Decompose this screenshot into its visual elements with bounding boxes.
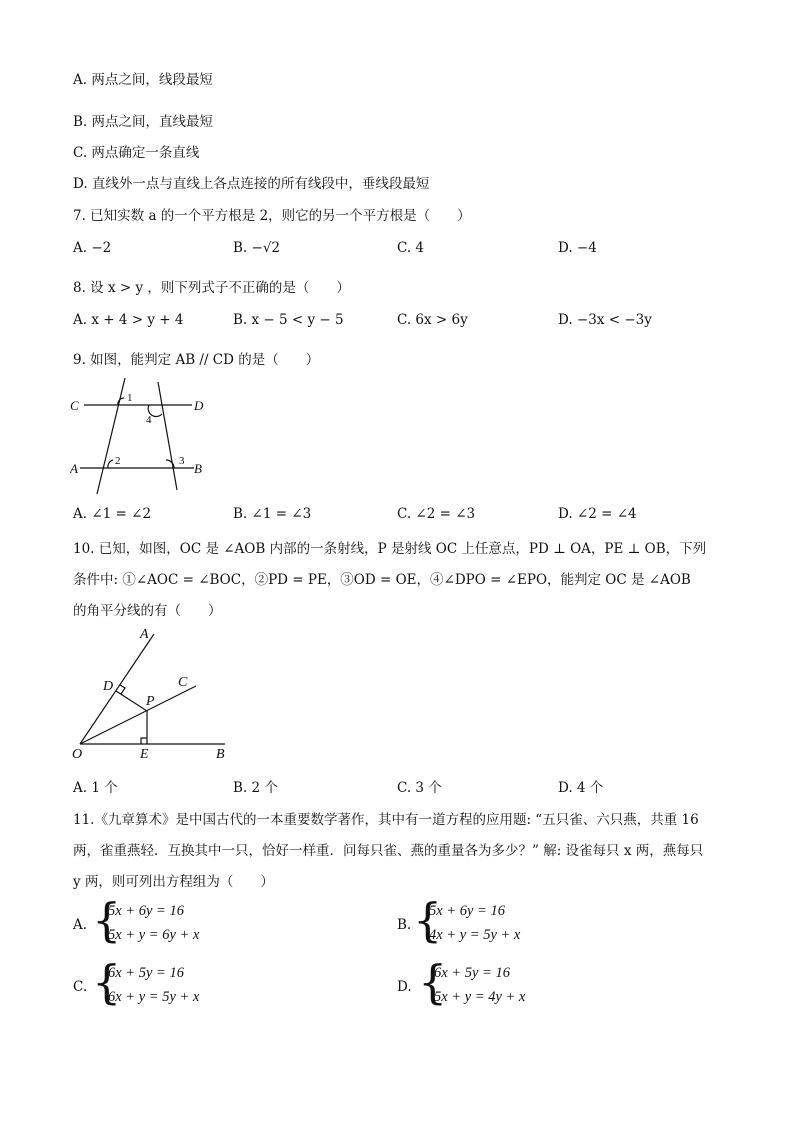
equation-2: 4x + y = 5y + x — [429, 927, 521, 943]
label-c: C — [178, 675, 188, 690]
q10-option-c: C. 3 个 — [397, 780, 442, 796]
label-4: 4 — [146, 414, 152, 426]
equation-2: 5x + y = 4y + x — [434, 989, 526, 1005]
label-a: A — [70, 461, 78, 476]
q11-option-c-label: C. — [73, 979, 88, 995]
q7-option-d: D. −4 — [558, 240, 597, 256]
equation-1: 6x + 5y = 16 — [434, 965, 510, 981]
q6-option-b: B. 两点之间，直线最短 — [73, 114, 214, 130]
brace: { — [418, 955, 448, 1009]
q9-option-c: C. ∠2 = ∠3 — [397, 506, 476, 522]
q8-option-b: B. x − 5 < y − 5 — [233, 312, 344, 328]
label-e: E — [140, 747, 149, 762]
label-d: D — [194, 398, 204, 413]
angle-2-arc — [108, 460, 113, 468]
equation-2: 6x + y = 5y + x — [108, 989, 200, 1005]
q9-option-a: A. ∠1 = ∠2 — [73, 506, 152, 522]
q10-figure — [70, 624, 240, 764]
equation-2: 5x + y = 6y + x — [108, 927, 200, 943]
equation-1: 5x + 6y = 16 — [429, 903, 505, 919]
q8-option-c: C. 6x > 6y — [397, 312, 468, 328]
label-o: O — [72, 747, 83, 762]
q6-option-c: C. 两点确定一条直线 — [73, 145, 200, 161]
transversal-right — [158, 382, 177, 490]
q9-option-b: B. ∠1 = ∠3 — [233, 506, 312, 522]
label-2: 2 — [115, 455, 121, 467]
brace: { — [413, 893, 443, 947]
label-c: C — [70, 398, 79, 413]
q10-stem-line3: 的角平分线的有（ ） — [73, 603, 222, 619]
q7-option-b: B. −√2 — [233, 240, 281, 256]
q11-option-c-system — [92, 955, 292, 1011]
ray-oa — [80, 634, 154, 744]
brace: { — [92, 955, 122, 1009]
label-b: B — [216, 747, 225, 762]
q11-option-d-system — [418, 955, 618, 1011]
right-angle-e — [141, 738, 147, 744]
q10-option-b: B. 2 个 — [233, 780, 278, 796]
q11-option-b-label: B. — [397, 917, 412, 933]
q11-stem-line3: y 两，则可列出方程组为（ ） — [73, 874, 274, 890]
q11-option-b-system — [413, 893, 613, 949]
q7-stem: 7. 已知实数 a 的一个平方根是 2，则它的另一个平方根是（ ） — [73, 208, 471, 224]
transversal-left — [97, 378, 125, 494]
equation-1: 6x + 5y = 16 — [108, 965, 184, 981]
q10-option-a: A. 1 个 — [73, 780, 118, 796]
segment-pd — [116, 691, 147, 711]
q11-option-d-label: D. — [397, 979, 412, 995]
q11-option-a-label: A. — [73, 917, 88, 933]
q6-option-d: D. 直线外一点与直线上各点连接的所有线段中，垂线段最短 — [73, 176, 430, 192]
right-angle-d — [120, 685, 125, 694]
label-1: 1 — [127, 392, 133, 404]
q7-option-c: C. 4 — [397, 240, 425, 256]
label-d: D — [103, 679, 114, 694]
label-p: P — [146, 694, 155, 709]
brace: { — [92, 893, 122, 947]
q10-stem-line2: 条件中: ①∠AOC = ∠BOC，②PD = PE，③OD = OE，④∠DPO = ∠EPO，能判定 OC 是 ∠AOB — [73, 572, 691, 588]
q8-option-a: A. x + 4 > y + 4 — [73, 312, 184, 328]
q9-stem: 9. 如图，能判定 AB // CD 的是（ ） — [73, 352, 320, 368]
ray-oc — [80, 686, 196, 744]
q10-option-d: D. 4 个 — [558, 780, 604, 796]
label-a: A — [140, 627, 149, 642]
q11-stem-line2: 两，雀重燕轻．互换其中一只，恰好一样重．问每只雀、燕的重量各为多少？” 解: 设雀每只 x 两，燕每只 — [73, 843, 704, 859]
q8-option-d: D. −3x < −3y — [558, 312, 652, 328]
equation-1: 5x + 6y = 16 — [108, 903, 184, 919]
q11-option-a-system — [92, 893, 292, 949]
q8-stem: 8. 设 x > y ，则下列式子不正确的是（ ） — [73, 280, 350, 296]
label-3: 3 — [179, 455, 185, 467]
q9-figure — [70, 376, 220, 498]
q6-option-a: A. 两点之间，线段最短 — [73, 72, 213, 88]
q7-option-a: A. −2 — [73, 240, 112, 256]
q11-stem-line1: 11.《九章算术》是中国古代的一本重要数学著作，其中有一道方程的应用题: “五只雀、六只燕，共重 16 — [73, 812, 699, 828]
q10-stem-line1: 10. 已知，如图，OC 是 ∠AOB 内部的一条射线，P 是射线 OC 上任意点，PD ⊥ OA，PE ⊥ OB，下列 — [73, 541, 707, 557]
q9-option-d: D. ∠2 = ∠4 — [558, 506, 637, 522]
label-b: B — [194, 461, 202, 476]
